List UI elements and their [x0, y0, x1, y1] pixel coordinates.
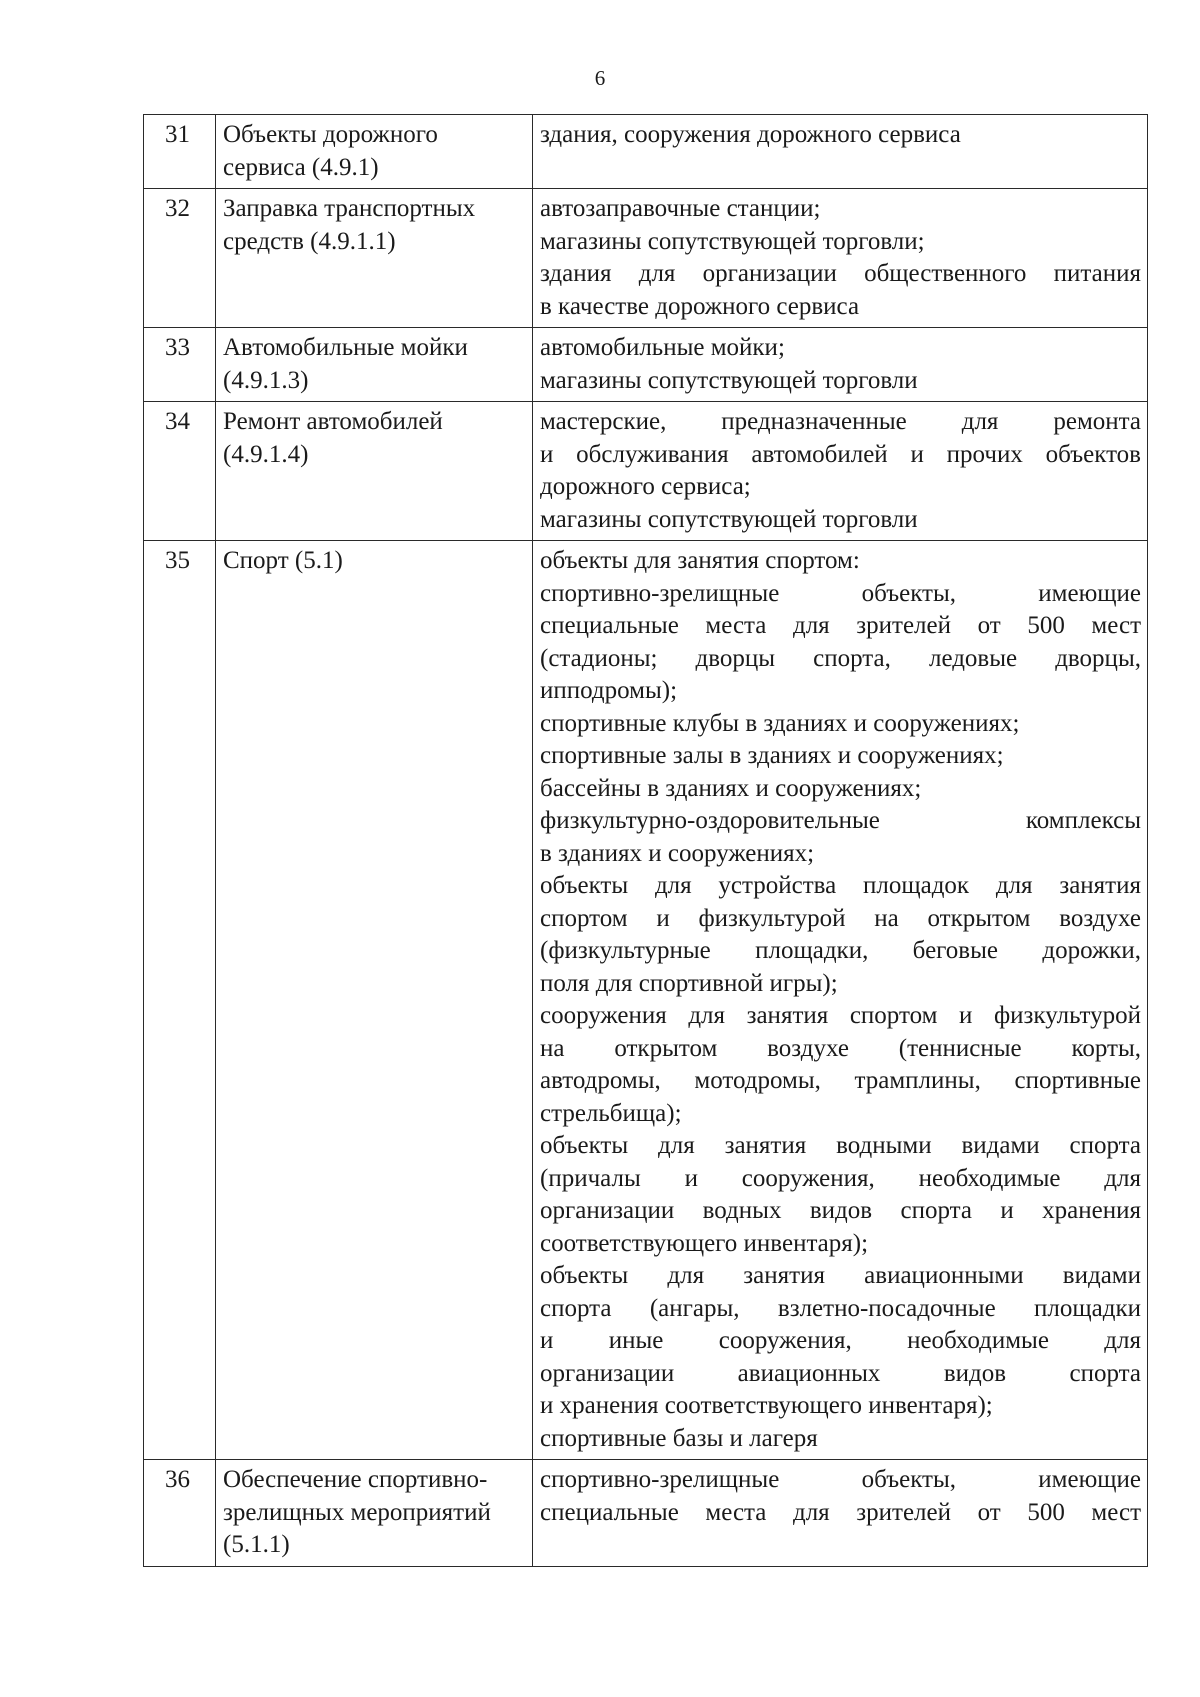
object-line: и обслуживания автомобилей и прочих объектов: [540, 440, 1141, 468]
table-row: [144, 402, 1148, 541]
object-line: спортивные залы в зданиях и сооружениях;: [540, 742, 1004, 769]
object-line: автомобильные мойки;: [540, 334, 785, 361]
object-line: и хранения соответствующего инвентаря);: [540, 1392, 993, 1419]
table-row: [144, 115, 1148, 189]
land-use-table: [143, 114, 1148, 1567]
object-line: магазины сопутствующей торговли;: [540, 227, 925, 255]
row-number: 36: [144, 1460, 216, 1567]
object-line: (стадионы; дворцы спорта, ледовые дворцы,: [540, 644, 1141, 672]
table-row: [144, 189, 1148, 328]
name-line: (4.9.1.3): [223, 366, 309, 394]
object-line: мастерские, предназначенные для ремонта: [540, 408, 1141, 435]
object-line: спортивные базы и лагеря: [540, 1424, 818, 1452]
permitted-objects: [533, 115, 1148, 189]
object-line: в качестве дорожного сервиса: [540, 292, 860, 320]
object-line: и иные сооружения, необходимые для: [540, 1327, 1141, 1354]
use-type-name: [216, 115, 533, 189]
object-line: соответствующего инвентаря);: [540, 1229, 869, 1257]
name-line: Объекты дорожного: [223, 121, 438, 148]
name-line: (5.1.1): [223, 1531, 290, 1558]
name-line: Заправка транспортных: [223, 195, 476, 222]
object-line: автозаправочные станции;: [540, 195, 821, 222]
object-line: физкультурно-оздоровительные комплексы: [540, 807, 1141, 834]
object-line: спортом и физкультурой на открытом воздухе: [540, 904, 1141, 932]
name-line: сервиса (4.9.1): [223, 153, 379, 181]
use-type-name: [216, 189, 533, 328]
use-type-name: [216, 541, 533, 1460]
permitted-objects: [533, 402, 1148, 541]
object-line: спортивно-зрелищные объекты, имеющие: [540, 579, 1141, 607]
object-line: специальные места для зрителей от 500 мест: [540, 1498, 1141, 1526]
object-line: бассейны в зданиях и сооружениях;: [540, 774, 922, 802]
object-line: объекты для занятия водными видами спорта: [540, 1132, 1141, 1159]
permitted-objects: [533, 189, 1148, 328]
use-type-name: [216, 1460, 533, 1567]
name-line: Спорт (5.1): [223, 547, 343, 574]
table-row: [144, 328, 1148, 402]
object-line: в зданиях и сооружениях;: [540, 839, 815, 867]
object-line: (физкультурные площадки, беговые дорожки,: [540, 937, 1141, 964]
name-line: зрелищных мероприятий: [223, 1498, 491, 1526]
permitted-objects: [533, 1460, 1148, 1567]
row-number: 31: [144, 115, 216, 189]
page-number: 6: [594, 66, 606, 90]
object-line: спортивные клубы в зданиях и сооружениях;: [540, 709, 1020, 737]
object-line: на открытом воздухе (теннисные корты,: [540, 1034, 1141, 1062]
object-line: объекты для устройства площадок для занятия: [540, 872, 1141, 899]
object-line: стрельбища);: [540, 1099, 682, 1127]
object-line: автодромы, мотодромы, трамплины, спортивные: [540, 1067, 1141, 1094]
use-type-name: [216, 328, 533, 402]
object-line: здания для организации общественного питания: [540, 260, 1141, 287]
permitted-objects: [533, 541, 1148, 1460]
row-number: 35: [144, 541, 216, 1460]
object-line: сооружения для занятия спортом и физкультурой: [540, 1002, 1141, 1029]
row-number: 34: [144, 402, 216, 541]
object-line: объекты для занятия авиационными видами: [540, 1262, 1141, 1289]
name-line: средств (4.9.1.1): [223, 227, 396, 255]
table-row: [144, 541, 1148, 1460]
object-line: магазины сопутствующей торговли: [540, 505, 918, 533]
name-line: Автомобильные мойки: [223, 334, 468, 361]
object-line: спорта (ангары, взлетно-посадочные площадки: [540, 1294, 1141, 1322]
object-line: специальные места для зрителей от 500 мест: [540, 612, 1141, 639]
object-line: организации водных видов спорта и хранения: [540, 1197, 1141, 1224]
permitted-objects: [533, 328, 1148, 402]
object-line: поля для спортивной игры);: [540, 969, 838, 997]
object-line: здания, сооружения дорожного сервиса: [540, 121, 961, 148]
object-line: организации авиационных видов спорта: [540, 1359, 1141, 1387]
row-number: 33: [144, 328, 216, 402]
name-line: Обеспечение спортивно-: [223, 1466, 488, 1493]
object-line: магазины сопутствующей торговли: [540, 366, 918, 394]
name-line: Ремонт автомобилей: [223, 408, 443, 435]
object-line: дорожного сервиса;: [540, 473, 751, 500]
object-line: ипподромы);: [540, 677, 678, 704]
object-line: объекты для занятия спортом:: [540, 547, 860, 574]
object-line: спортивно-зрелищные объекты, имеющие: [540, 1466, 1141, 1493]
row-number: 32: [144, 189, 216, 328]
name-line: (4.9.1.4): [223, 440, 309, 468]
table-row: [144, 1460, 1148, 1567]
use-type-name: [216, 402, 533, 541]
object-line: (причалы и сооружения, необходимые для: [540, 1164, 1141, 1192]
